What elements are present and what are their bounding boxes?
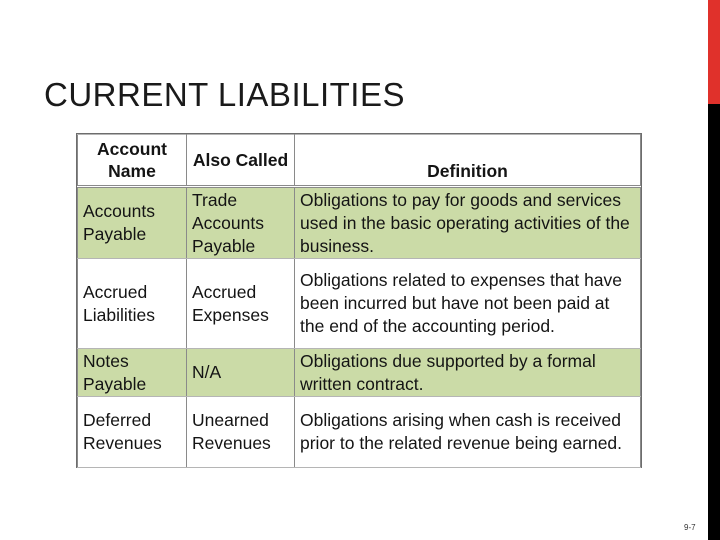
header-account-name: Account Name [78,135,187,187]
table-row [78,259,641,349]
cell-account-name: Notes Payable [78,349,187,397]
cell-also-called: Accrued Expenses [187,259,295,349]
table-row [78,349,641,397]
table-header-row [78,135,641,187]
cell-account-name: Accrued Liabilities [78,259,187,349]
page-number: 9-7 [684,523,696,532]
cell-also-called: N/A [187,349,295,397]
slide-title: CURRENT LIABILITIES [44,76,405,113]
cell-definition: Obligations arising when cash is received prior to the related revenue being earned. [295,397,641,468]
table-row [78,397,641,468]
cell-definition: Obligations related to expenses that have been incurred but have not been paid at the end of the accounting period. [295,259,641,349]
cell-account-name: Deferred Revenues [78,397,187,468]
table-row [78,187,641,259]
cell-also-called: Unearned Revenues [187,397,295,468]
header-definition: Definition [295,135,641,187]
cell-account-name: Accounts Payable [78,187,187,259]
liabilities-table [76,133,642,468]
side-accent-red-block [708,0,720,104]
cell-definition: Obligations due supported by a formal written contract. [295,349,641,397]
header-also-called: Also Called [187,135,295,187]
cell-definition: Obligations to pay for goods and services used in the basic operating activities of the business. [295,187,641,259]
cell-also-called: Trade Accounts Payable [187,187,295,259]
